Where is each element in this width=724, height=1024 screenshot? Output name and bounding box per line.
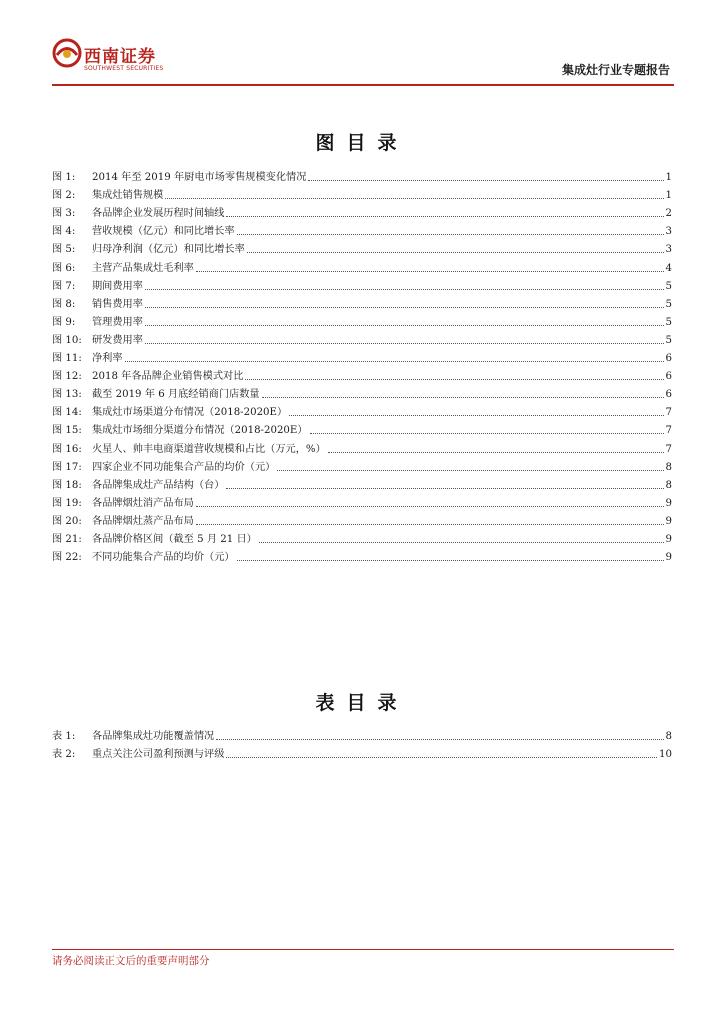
figure-label: 图 2: — [52, 190, 76, 202]
header-divider — [52, 84, 674, 86]
figure-caption: 集成灶市场细分渠道分布情况（2018-2020E） — [92, 425, 308, 437]
figure-toc-entry[interactable] — [52, 419, 672, 437]
figure-page-number: 3 — [665, 244, 672, 256]
footer-disclaimer: 请务必阅读正文后的重要声明部分 — [52, 955, 210, 967]
figure-label: 图 5: — [52, 244, 76, 256]
figure-toc-entry[interactable] — [52, 275, 672, 293]
logo-english-name: SOUTHWEST SECURITIES — [84, 65, 164, 72]
figure-caption: 2018 年各品牌企业销售模式对比 — [92, 371, 244, 383]
figure-page-number: 9 — [665, 497, 672, 509]
figure-page-number: 6 — [665, 371, 672, 383]
figure-toc-entry[interactable] — [52, 238, 672, 256]
figure-caption: 各品牌烟灶蒸产品布局 — [92, 515, 194, 527]
figure-toc-entry[interactable] — [52, 256, 672, 274]
report-title: 集成灶行业专题报告 — [561, 63, 670, 77]
figure-toc-entry[interactable] — [52, 456, 672, 474]
figure-caption: 归母净利润（亿元）和同比增长率 — [92, 244, 245, 256]
figure-toc-entry[interactable] — [52, 474, 672, 492]
figure-label: 图 21: — [52, 533, 82, 545]
figure-toc-entry[interactable] — [52, 528, 672, 546]
figure-label: 图 8: — [52, 298, 76, 310]
dot-leader — [145, 306, 664, 308]
figure-caption: 营收规模（亿元）和同比增长率 — [92, 226, 235, 238]
figure-caption: 各品牌烟灶消产品布局 — [92, 497, 194, 509]
dot-leader — [196, 270, 664, 272]
company-logo — [52, 38, 192, 82]
dot-leader — [310, 432, 664, 434]
figure-caption: 各品牌集成灶产品结构（台） — [92, 479, 225, 491]
dot-leader — [145, 324, 664, 326]
figure-page-number: 3 — [665, 226, 672, 238]
dot-leader — [262, 396, 664, 398]
figure-page-number: 9 — [665, 533, 672, 545]
table-page-number: 10 — [659, 749, 672, 761]
figure-caption: 2014 年至 2019 年厨电市场零售规模变化情况 — [92, 172, 307, 184]
figure-label: 图 4: — [52, 226, 76, 238]
figure-page-number: 5 — [665, 298, 672, 310]
dot-leader — [196, 523, 664, 525]
figure-caption: 净利率 — [92, 353, 123, 365]
dot-leader — [245, 378, 663, 380]
dot-leader — [216, 738, 663, 740]
dot-leader — [237, 233, 664, 235]
dot-leader — [226, 756, 657, 758]
figure-page-number: 6 — [665, 353, 672, 365]
figure-label: 图 18: — [52, 479, 82, 491]
dot-leader — [277, 469, 663, 471]
figure-page-number: 8 — [665, 479, 672, 491]
figure-page-number: 2 — [665, 208, 672, 220]
figure-label: 图 19: — [52, 497, 82, 509]
figure-label: 图 12: — [52, 371, 82, 383]
figure-page-number: 4 — [665, 262, 672, 274]
dot-leader — [165, 197, 663, 199]
figure-page-number: 1 — [665, 172, 672, 184]
figure-page-number: 1 — [665, 190, 672, 202]
figure-page-number: 5 — [665, 280, 672, 292]
figure-caption: 研发费用率 — [92, 334, 143, 346]
figure-label: 图 6: — [52, 262, 76, 274]
footer-divider — [52, 949, 674, 950]
figure-label: 图 15: — [52, 425, 82, 437]
figure-label: 图 20: — [52, 515, 82, 527]
figure-label: 图 1: — [52, 172, 76, 184]
table-toc-entry[interactable] — [52, 725, 672, 743]
figure-toc-entry[interactable] — [52, 510, 672, 528]
figure-caption: 各品牌价格区间（截至 5 月 21 日） — [92, 533, 257, 545]
dot-leader — [226, 487, 663, 489]
dot-leader — [247, 251, 664, 253]
figure-caption: 销售费用率 — [92, 298, 143, 310]
figures-toc-title: 图目录 — [315, 132, 409, 154]
table-page-number: 8 — [665, 731, 672, 743]
dot-leader — [145, 342, 664, 344]
figure-toc-entry[interactable] — [52, 311, 672, 329]
figure-toc-entry[interactable] — [52, 401, 672, 419]
figure-label: 图 17: — [52, 461, 82, 473]
figure-page-number: 9 — [665, 515, 672, 527]
figure-label: 图 22: — [52, 552, 82, 564]
figure-page-number: 7 — [665, 443, 672, 455]
dot-leader — [196, 505, 664, 507]
figure-label: 图 9: — [52, 316, 76, 328]
table-label: 表 1: — [52, 731, 76, 743]
figure-page-number: 5 — [665, 316, 672, 328]
figure-toc-entry[interactable] — [52, 220, 672, 238]
figure-toc-entry[interactable] — [52, 492, 672, 510]
figure-label: 图 10: — [52, 334, 82, 346]
figure-label: 图 11: — [52, 353, 82, 365]
figure-toc-entry[interactable] — [52, 365, 672, 383]
dot-leader — [259, 541, 664, 543]
figure-caption: 集成灶销售规模 — [92, 190, 164, 202]
figure-label: 图 7: — [52, 280, 76, 292]
figure-toc-entry[interactable] — [52, 437, 672, 455]
dot-leader — [145, 288, 664, 290]
logo-emblem-icon — [52, 38, 82, 68]
figure-caption: 期间费用率 — [92, 280, 143, 292]
figures-toc-list — [52, 166, 672, 564]
dot-leader — [289, 414, 663, 416]
dot-leader — [328, 451, 664, 453]
figure-page-number: 6 — [665, 389, 672, 401]
figure-caption: 管理费用率 — [92, 316, 143, 328]
figure-toc-entry[interactable] — [52, 347, 672, 365]
figure-toc-entry[interactable] — [52, 383, 672, 401]
table-toc-entry[interactable] — [52, 743, 672, 761]
figure-page-number: 7 — [665, 407, 672, 419]
logo-chinese-name: 西南证券 — [84, 47, 156, 67]
figure-label: 图 13: — [52, 389, 82, 401]
figure-caption: 集成灶市场渠道分布情况（2018-2020E） — [92, 407, 288, 419]
tables-toc-title: 表目录 — [315, 692, 409, 714]
figure-label: 图 14: — [52, 407, 82, 419]
figure-caption: 各品牌企业发展历程时间轴线 — [92, 208, 225, 220]
dot-leader — [226, 215, 663, 217]
table-label: 表 2: — [52, 749, 76, 761]
figure-toc-entry[interactable] — [52, 546, 672, 564]
figure-page-number: 8 — [665, 461, 672, 473]
figure-caption: 主营产品集成灶毛利率 — [92, 262, 194, 274]
page-header — [52, 38, 674, 84]
figure-label: 图 16: — [52, 443, 82, 455]
figure-page-number: 5 — [665, 334, 672, 346]
figure-toc-entry[interactable] — [52, 202, 672, 220]
tables-toc-list — [52, 725, 672, 761]
figure-toc-entry[interactable] — [52, 166, 672, 184]
dot-leader — [125, 360, 664, 362]
table-caption: 各品牌集成灶功能覆盖情况 — [92, 731, 215, 743]
figure-toc-entry[interactable] — [52, 184, 672, 202]
figure-caption: 截至 2019 年 6 月底经销商门店数量 — [92, 389, 260, 401]
figure-toc-entry[interactable] — [52, 293, 672, 311]
figure-caption: 火星人、帅丰电商渠道营收规模和占比（万元，%） — [92, 443, 326, 455]
dot-leader — [308, 179, 663, 181]
figure-caption: 不同功能集合产品的均价（元） — [92, 552, 235, 564]
figure-page-number: 9 — [665, 552, 672, 564]
figure-label: 图 3: — [52, 208, 76, 220]
figure-caption: 四家企业不同功能集合产品的均价（元） — [92, 461, 276, 473]
dot-leader — [237, 559, 664, 561]
table-caption: 重点关注公司盈利预测与评级 — [92, 749, 225, 761]
figure-toc-entry[interactable] — [52, 329, 672, 347]
figure-page-number: 7 — [665, 425, 672, 437]
